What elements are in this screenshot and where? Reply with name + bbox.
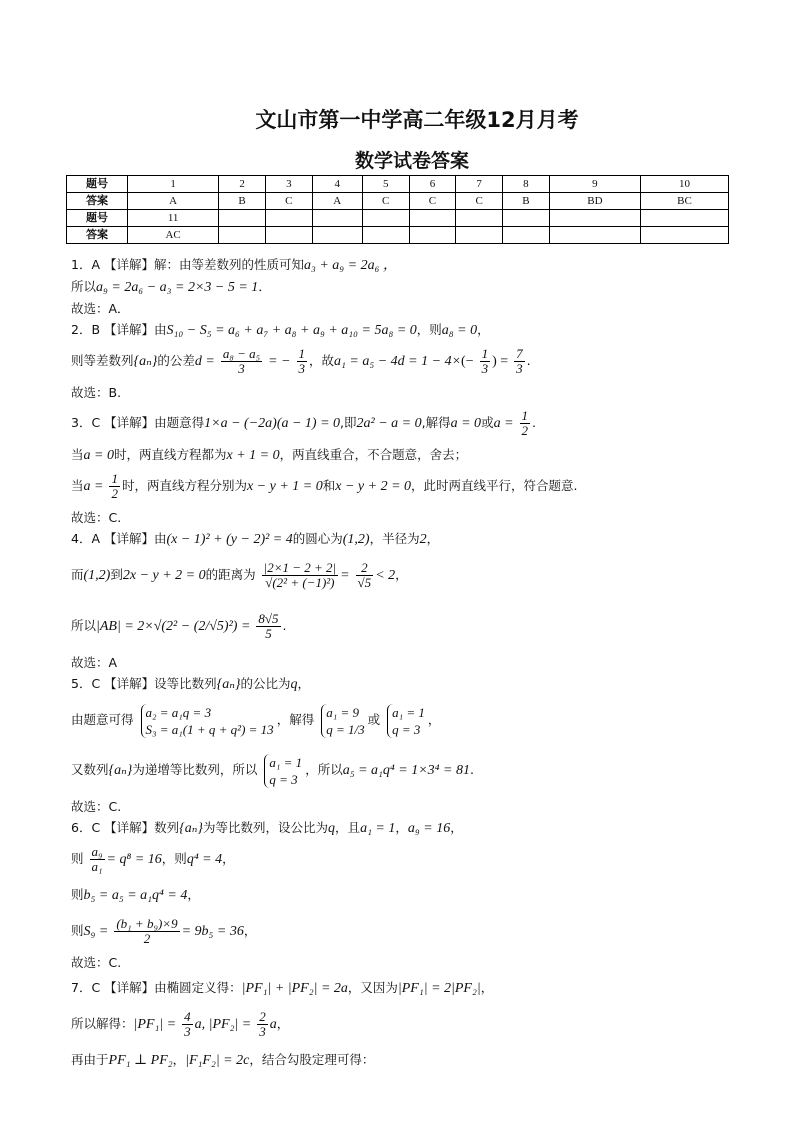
equation: a₁ = 9 <box>326 704 359 720</box>
solution-text: 则等差数列 <box>71 353 134 368</box>
solution-text: ，且 <box>335 820 361 835</box>
solution-text: ． <box>258 279 271 294</box>
fraction <box>480 347 491 376</box>
table-row <box>67 193 729 210</box>
solution-text: 到 <box>110 567 123 582</box>
equation-system <box>321 704 364 738</box>
table-cell: BD <box>549 193 640 210</box>
math-expression: = <box>340 568 350 583</box>
math-expression: a₁ = 1 <box>360 821 396 836</box>
solution-text: 则 <box>71 851 84 866</box>
fraction-denominator: 2 <box>111 486 118 501</box>
fraction-denominator: a₁ <box>91 859 103 874</box>
solution-line <box>71 695 751 745</box>
solution-text: ， <box>450 820 463 835</box>
math-expression: {aₙ} <box>216 677 241 692</box>
fraction <box>262 561 338 590</box>
equation: q = 1/3 <box>326 721 365 737</box>
solution-conclusion: 故选：C. <box>71 799 122 814</box>
solution-text: 和 <box>322 478 336 493</box>
solution-text: ， <box>297 676 311 691</box>
table-cell: A <box>128 193 219 210</box>
fraction-numerator: 2 <box>259 1009 266 1024</box>
math-expression: x − y + 2 = 0 <box>335 479 412 494</box>
math-expression: |PF₁| = <box>133 1017 177 1032</box>
table-cell: C <box>265 193 312 210</box>
equation: q = 3 <box>269 771 298 787</box>
math-expression: {aₙ} <box>133 354 158 369</box>
answer-table <box>66 175 729 244</box>
math-expression: a₉ = 16 <box>407 821 451 836</box>
fraction-numerator: |2×1 − 2 + 2| <box>263 560 337 575</box>
solution-text: . <box>532 415 536 430</box>
math-expression: {aₙ} <box>108 763 133 778</box>
fraction <box>256 612 280 641</box>
table-cell: BC <box>641 193 729 210</box>
solution-conclusion: 故选：B. <box>71 385 122 400</box>
table-cell: 7 <box>456 176 503 193</box>
table-cell: 11 <box>128 210 219 227</box>
math-expression: a <box>269 1017 277 1032</box>
fraction-numerator: a₉ <box>91 844 103 859</box>
solution-text: ， <box>243 923 257 938</box>
fraction-numerator: 8√5 <box>258 611 279 626</box>
solution-text: ，两直线重合，不合题意，舍去； <box>279 447 468 462</box>
table-header-cell: 答案 <box>67 193 128 210</box>
fraction <box>356 561 374 590</box>
solution-line <box>71 528 751 550</box>
table-cell <box>362 210 409 227</box>
solution-text: 或 <box>481 415 494 430</box>
fraction-denominator: 2 <box>521 423 529 438</box>
solution-text: ，则 <box>161 851 187 866</box>
math-expression: (1,2) <box>342 532 370 547</box>
solution-line <box>71 319 751 341</box>
fraction <box>182 1010 193 1039</box>
solution-line <box>71 880 751 911</box>
fraction-numerator: 1 <box>298 346 306 361</box>
math-expression: 1×a − (−2a)(a − 1) = 0 <box>204 416 341 431</box>
table-cell <box>456 227 503 244</box>
math-expression: a = 0 <box>450 416 482 431</box>
table-cell: C <box>362 193 409 210</box>
solution-text: ，所以 <box>305 762 343 777</box>
table-header-cell: 题号 <box>67 176 128 193</box>
solutions-body <box>71 254 751 1076</box>
solution-line <box>71 745 751 796</box>
fraction <box>297 347 308 376</box>
math-expression: b₅ = a₅ = a₁q⁴ = 4 <box>83 888 188 903</box>
page-subtitle: 数学试卷答案 <box>354 150 469 172</box>
math-expression: = − <box>268 354 291 369</box>
table-cell <box>265 210 312 227</box>
fraction <box>109 472 120 501</box>
solution-conclusion: 故选：A． <box>71 301 130 316</box>
solution-text: ， <box>480 980 494 995</box>
fraction-denominator: 5 <box>265 626 272 641</box>
solution-text: 的距离为 <box>205 567 256 582</box>
solution-text: 再由于 <box>71 1052 109 1067</box>
table-cell: 2 <box>219 176 266 193</box>
fraction-denominator: 3 <box>516 361 523 376</box>
solution-text: . <box>469 762 474 777</box>
solution-text: 或 <box>367 712 381 727</box>
solution-text: 为递增等比数列，所以 <box>132 762 258 777</box>
solution-text: ， <box>187 887 200 902</box>
solution-text: 所以解得： <box>71 1016 134 1031</box>
solution-text: 为等比数列，设公比为 <box>203 820 329 835</box>
solution-text: 时，两直线方程都为 <box>113 447 227 462</box>
math-expression: 2a² − a = 0 <box>356 416 422 431</box>
solution-line <box>71 276 751 298</box>
fraction-numerator: a₈ − a₅ <box>222 346 261 361</box>
fraction-numerator: (b₁ + b₉)×9 <box>116 916 178 931</box>
math-expression: q <box>328 821 336 836</box>
fraction-denominator: 3 <box>238 361 245 376</box>
fraction-denominator: 3 <box>481 361 489 376</box>
solution-text: ，故 <box>309 353 335 368</box>
table-cell: 5 <box>362 176 409 193</box>
table-cell <box>503 210 550 227</box>
solution-text: 时，两直线方程分别为 <box>121 478 247 493</box>
equation: a₂ = a₁q = 3 <box>145 704 212 720</box>
fraction-denominator: √5 <box>357 575 372 590</box>
page-title: 文山市第一中学高二年级12月月考 <box>255 108 579 132</box>
fraction-numerator: 7 <box>516 346 523 361</box>
math-expression: (1,2) <box>83 568 111 583</box>
equation: q = 3 <box>392 721 421 737</box>
equation: S₃ = a₁(1 + q + q²) = 13 <box>145 721 274 737</box>
math-expression: |AB| = 2×√(2² − (2/√5)²) = <box>96 619 251 634</box>
math-expression: a₅ = a₁q⁴ = 1×3⁴ = 81 <box>342 763 470 778</box>
table-cell: 6 <box>409 176 456 193</box>
table-cell <box>641 210 729 227</box>
solution-line <box>71 1004 751 1045</box>
table-header-cell: 答案 <box>67 227 128 244</box>
solution-text: ，结合勾股定理可得： <box>249 1052 375 1067</box>
solution-text: 7．C 【详解】由椭圆定义得： <box>71 980 242 995</box>
table-cell: 8 <box>503 176 550 193</box>
solution-line <box>71 1045 751 1076</box>
solution-text: 当 <box>71 478 84 493</box>
math-expression: < 2 <box>375 568 396 583</box>
fraction <box>114 917 179 946</box>
fraction-denominator: 3 <box>259 1024 266 1039</box>
solution-text: 的公比为 <box>240 676 291 691</box>
solution-text: 则 <box>71 923 84 938</box>
solution-text: . <box>282 618 287 633</box>
table-cell <box>503 227 550 244</box>
solution-text: ，此时两直线平行，符合题意. <box>411 478 578 493</box>
fraction-denominator: 3 <box>184 1024 191 1039</box>
table-row <box>67 176 729 193</box>
math-expression: |PF₁| + |PF₂| = 2a <box>241 981 348 996</box>
math-expression: {aₙ} <box>179 821 204 836</box>
math-expression: a₁ = a₅ − 4d = 1 − 4× <box>334 354 462 369</box>
table-cell: A <box>312 193 362 210</box>
fraction-denominator: √(2² + (−1)²) <box>265 575 335 590</box>
fraction <box>257 1010 268 1039</box>
table-row <box>67 227 729 244</box>
solution-conclusion: 故选：C. <box>71 510 122 525</box>
solution-text: ，半径为 <box>369 531 420 546</box>
solution-text: ，解得 <box>276 712 315 727</box>
math-expression: a = 0 <box>83 448 114 463</box>
equation: a₁ = 1 <box>269 754 303 770</box>
solution-line <box>71 601 751 652</box>
solution-text: ， <box>395 820 408 835</box>
solution-text: 当 <box>71 447 84 462</box>
solution-conclusion: 故选：A <box>71 655 118 670</box>
equation-system <box>264 754 302 788</box>
table-cell <box>641 227 729 244</box>
solution-text: 所以 <box>71 618 97 633</box>
table-cell <box>265 227 312 244</box>
solution-text: 3．C 【详解】由题意得 <box>71 415 205 430</box>
solution-text: 1．A 【详解】解：由等差数列的性质可知 <box>71 257 304 272</box>
solution-text: ，则 <box>416 322 442 337</box>
solution-text: ,即 <box>340 415 357 430</box>
solution-line <box>71 839 751 880</box>
solution-line <box>71 817 751 839</box>
solution-text: 5．C 【详解】设等比数列 <box>71 676 217 691</box>
table-cell: 9 <box>549 176 640 193</box>
table-cell: 10 <box>641 176 729 193</box>
equation-system <box>141 704 274 738</box>
math-expression: q <box>290 677 298 692</box>
table-cell: 4 <box>312 176 362 193</box>
solution-text: ， <box>395 567 408 582</box>
table-cell: C <box>456 193 503 210</box>
math-expression: = q⁸ = 16 <box>106 852 162 867</box>
solution-text: 的公差 <box>157 353 195 368</box>
solution-conclusion: 故选：C. <box>71 955 122 970</box>
table-cell: 3 <box>265 176 312 193</box>
solution-line <box>71 403 751 444</box>
math-expression: = 9b₅ = 36 <box>181 924 244 939</box>
solution-text: 所以 <box>71 279 97 294</box>
math-expression: a₃ + a₉ = 2a₆ ， <box>303 258 397 273</box>
solution-line <box>71 550 751 601</box>
solution-line <box>71 444 751 466</box>
math-expression: S₁₀ − S₅ = a₆ + a₇ + a₈ + a₉ + a₁₀ = 5a₈ = 0 <box>166 323 417 338</box>
math-expression: 2x − y + 2 = 0 <box>122 568 206 583</box>
fraction <box>221 347 262 376</box>
math-expression: x + 1 = 0 <box>226 448 280 463</box>
solution-text: ， <box>172 1052 186 1067</box>
math-expression: a, |PF₂| = <box>194 1017 252 1032</box>
fraction-numerator: 1 <box>111 471 118 486</box>
table-cell: C <box>409 193 456 210</box>
table-cell <box>409 210 456 227</box>
solution-text: ，又因为 <box>347 980 398 995</box>
solution-text: 4．A 【详解】由 <box>71 531 167 546</box>
math-expression: |F₁F₂| = 2c <box>185 1053 250 1068</box>
math-expression: (− <box>461 354 474 369</box>
math-expression: a = <box>493 416 514 431</box>
solution-text: 由题意可得 <box>71 712 134 727</box>
math-expression: (x − 1)² + (y − 2)² = 4 <box>166 532 293 547</box>
solution-text: 而 <box>71 567 84 582</box>
table-cell <box>456 210 503 227</box>
math-expression: a₈ = 0 <box>441 323 478 338</box>
fraction-numerator: 2 <box>356 561 374 576</box>
solution-line <box>71 341 751 382</box>
equation: a₁ = 1 <box>392 704 425 720</box>
table-cell <box>219 210 266 227</box>
table-cell: AC <box>128 227 219 244</box>
solution-text: ， <box>426 531 440 546</box>
solution-text: 2．B 【详解】由 <box>71 322 167 337</box>
table-cell <box>362 227 409 244</box>
solution-line <box>71 911 751 952</box>
fraction <box>90 845 105 874</box>
table-cell <box>219 227 266 244</box>
solution-line <box>71 466 751 507</box>
math-expression: q⁴ = 4 <box>186 852 223 867</box>
table-cell: 1 <box>128 176 219 193</box>
table-cell: B <box>503 193 550 210</box>
solution-text: 则 <box>71 887 84 902</box>
fraction <box>520 409 531 438</box>
table-row <box>67 210 729 227</box>
table-cell <box>549 227 640 244</box>
table-cell <box>312 227 362 244</box>
solution-line <box>71 973 751 1004</box>
math-expression: d = <box>194 354 215 369</box>
fraction-denominator: 3 <box>298 361 306 376</box>
solution-line <box>71 254 751 276</box>
math-expression: ) = <box>492 354 509 369</box>
solution-text: ， <box>477 322 490 337</box>
solution-text: ， <box>276 1016 290 1031</box>
solution-text: 6．C 【详解】数列 <box>71 820 180 835</box>
solution-text: . <box>526 353 531 368</box>
table-cell <box>549 210 640 227</box>
fraction-numerator: 1 <box>521 408 529 423</box>
math-expression: 2 <box>419 532 427 547</box>
math-expression: a₉ = 2a₆ − a₃ = 2×3 − 5 = 1 <box>96 280 259 295</box>
solution-text: ， <box>427 712 441 727</box>
solution-text: ,解得 <box>421 415 451 430</box>
table-cell <box>312 210 362 227</box>
equation-system <box>387 704 425 738</box>
solution-text: 又数列 <box>71 762 109 777</box>
math-expression: PF₁ ⊥ PF₂ <box>108 1053 173 1068</box>
solution-line <box>71 673 751 695</box>
fraction <box>514 347 525 376</box>
fraction-numerator: 1 <box>481 346 489 361</box>
table-header-cell: 题号 <box>67 210 128 227</box>
fraction-denominator: 2 <box>143 931 151 946</box>
math-expression: |PF₁| = 2|PF₂| <box>397 981 481 996</box>
table-cell: B <box>219 193 266 210</box>
table-cell <box>409 227 456 244</box>
solution-text: ， <box>222 851 235 866</box>
math-expression: S₉ = <box>83 924 109 939</box>
solution-text: 的圆心为 <box>292 531 343 546</box>
math-expression: a = <box>83 479 104 494</box>
fraction-numerator: 4 <box>184 1009 191 1024</box>
math-expression: x − y + 1 = 0 <box>246 479 323 494</box>
